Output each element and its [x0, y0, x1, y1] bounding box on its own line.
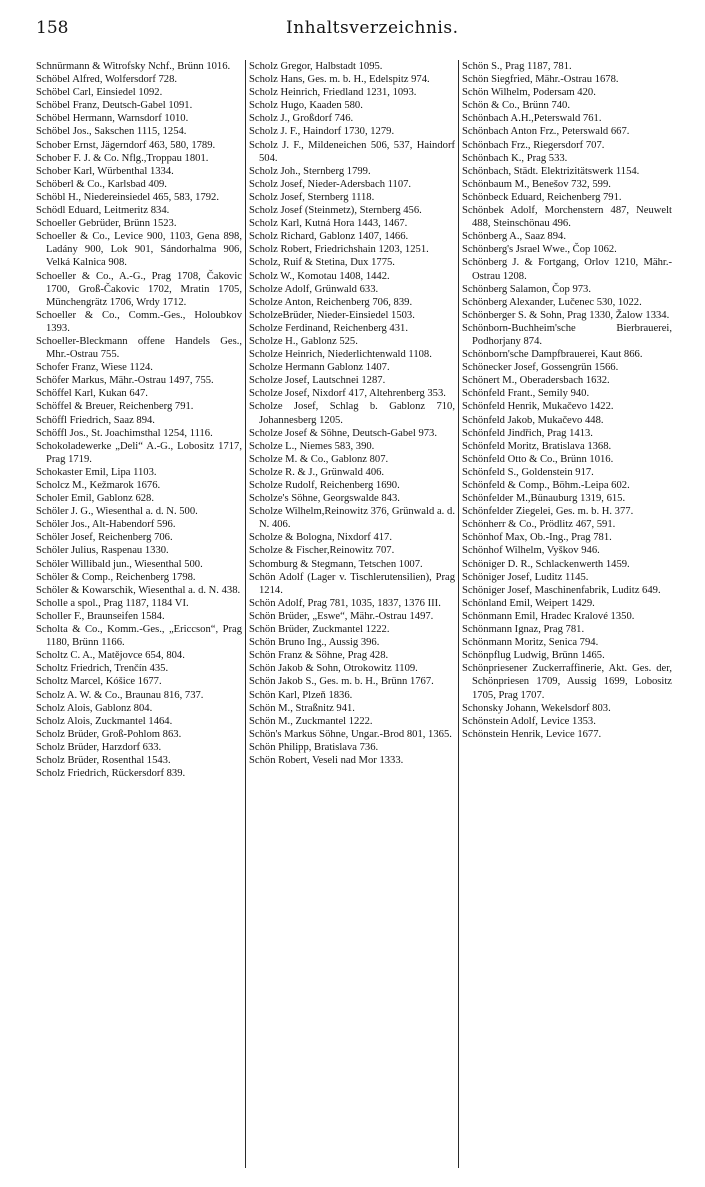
index-entry: Schöniger Josef, Luditz 1145. — [462, 571, 589, 583]
index-entry: Schön Jakob & Sohn, Otrokowitz 1109. — [249, 663, 418, 675]
index-entry: Scholze Wilhelm,Reinowitz 376, Grünwald a. d. N. 406. — [249, 506, 455, 531]
index-entry: Scholz Heinrich, Friedland 1231, 1093. — [249, 87, 417, 99]
index-entry: Schöler Willibald jun., Wiesenthal 500. — [36, 558, 203, 570]
index-entry: Scholtz Friedrich, Trenčín 435. — [36, 663, 169, 675]
index-entry: Scholtz Marcel, Kóšice 1677. — [36, 676, 162, 688]
index-entry: Scholze R. & J., Grünwald 406. — [249, 466, 385, 478]
index-entry: Schober Karl, Würbenthal 1334. — [36, 165, 174, 177]
index-entry: Scholz Richard, Gablonz 1407, 1466. — [249, 231, 409, 243]
index-entry: Scholta & Co., Komm.-Ges., „Ericcson“, Prag 1180, Brünn 1166. — [36, 624, 242, 649]
index-entry: Schönbach K., Prag 533. — [462, 152, 568, 164]
index-entry: Schönhof Max, Ob.-Ing., Prag 781. — [462, 532, 612, 544]
index-entry: Schönmann Emil, Hradec Kralové 1350. — [462, 610, 635, 622]
index-entry: Schön Bruno Ing., Aussig 396. — [249, 637, 380, 649]
index-entry: Schöler Julius, Raspenau 1330. — [36, 545, 169, 557]
index-entry: Schönberg Alexander, Lučenec 530, 1022. — [462, 296, 642, 308]
index-entry: Schön Jakob S., Ges. m. b. H., Brünn 1767. — [249, 676, 434, 688]
index-entry: Scholz Gregor, Halbstadt 1095. — [249, 61, 383, 72]
index-entry: Schönfelder M.,Bünauburg 1319, 615. — [462, 493, 626, 505]
page-header — [36, 18, 676, 44]
index-entry: Scholz Karl, Kutná Hora 1443, 1467. — [249, 218, 408, 230]
index-entry: Scholz Brüder, Groß-Pohlom 863. — [36, 728, 182, 740]
index-entry: Schönfeld & Comp., Böhm.-Leipa 602. — [462, 480, 630, 491]
index-entry: Scholz, Ruif & Stetina, Dux 1775. — [249, 257, 395, 269]
index-entry: Schön Brüder, Zuckmantel 1222. — [249, 624, 390, 636]
index-entry: Schön Robert, Veseli nad Mor 1333. — [249, 754, 404, 766]
index-entry: Schönmann Moritz, Senica 794. — [462, 637, 599, 649]
index-entry: Scholz J. F., Haindorf 1730, 1279. — [249, 126, 395, 138]
running-title: Inhaltsverzeichnis. — [286, 18, 459, 38]
index-entry: Schöfer Markus, Mähr.-Ostrau 1497, 755. — [36, 375, 214, 387]
index-entry: Schönbeck Eduard, Reichenberg 791. — [462, 191, 622, 203]
index-entry: Schöbl H., Niedereinsiedel 465, 583, 1792. — [36, 191, 220, 203]
index-entry: Schönberg A., Saaz 894. — [462, 231, 566, 243]
index-entry: Schonsky Johann, Wekelsdorf 803. — [462, 702, 611, 714]
index-entry: Scholz Robert, Friedrichshain 1203, 1251. — [249, 244, 429, 256]
index-entry: Schönfelder Ziegelei, Ges. m. b. H. 377. — [462, 506, 634, 518]
index-entry: Schön M., Straßnitz 941. — [249, 702, 355, 714]
index-entry: Schofer Franz, Wiese 1124. — [36, 362, 153, 374]
index-column-3 — [462, 60, 672, 1170]
page-number: 158 — [36, 18, 69, 38]
index-entry: Schokoladewerke „Deli“ A.-G., Lobositz 1717, Prag 1719. — [36, 440, 242, 465]
index-entry: Scholz W., Komotau 1408, 1442. — [249, 270, 390, 282]
index-entry: Schönherr & Co., Prödlitz 467, 591. — [462, 519, 616, 531]
index-entry: Schönmann Ignaz, Prag 781. — [462, 624, 585, 636]
index-entry: Scholze Josef, Nixdorf 417, Altehrenberg 353. — [249, 388, 446, 400]
index-entry: Scholler F., Braunseifen 1584. — [36, 610, 165, 622]
index-entry: Schöbel Alfred, Wolfersdorf 728. — [36, 74, 178, 86]
index-entry: Schönfeld S., Goldenstein 917. — [462, 466, 594, 478]
index-entry: Schönland Emil, Weipert 1429. — [462, 597, 595, 609]
index-entry: Scholze's Söhne, Georgswalde 843. — [249, 493, 400, 505]
index-entry: Scholz A. W. & Co., Braunau 816, 737. — [36, 689, 204, 701]
index-entry: Scholz J. F., Mildeneichen 506, 537, Haindorf 504. — [249, 139, 455, 164]
index-entry: ScholzeBrüder, Nieder-Einsiedel 1503. — [249, 309, 415, 321]
index-entry: Scholz Friedrich, Rückersdorf 839. — [36, 768, 186, 780]
index-entry: Schönbach A.H.,Peterswald 761. — [462, 113, 602, 125]
index-column-1 — [36, 60, 242, 1170]
index-entry: Schober Ernst, Jägerndorf 463, 580, 1789. — [36, 139, 216, 151]
index-entry: Schöbel Franz, Deutsch-Gabel 1091. — [36, 100, 193, 112]
index-entry: Scholze Adolf, Grünwald 633. — [249, 283, 379, 295]
index-entry: Scholz Hugo, Kaaden 580. — [249, 100, 363, 112]
index-column-2 — [249, 60, 455, 1170]
index-entry: Scholze Ferdinand, Reichenberg 431. — [249, 322, 408, 334]
index-entry: Schönhof Wilhelm, Vyškov 946. — [462, 545, 600, 557]
index-entry: Schöler & Kowarschik, Wiesenthal a. d. N. 438. — [36, 584, 241, 596]
index-entry: Schoeller-Bleckmann offene Handels Ges., Mhr.-Ostrau 755. — [36, 335, 242, 361]
index-entry: Schönberg's Jsrael Wwe., Čop 1062. — [462, 244, 617, 256]
index-entry: Schön Karl, Plzeň 1836. — [249, 689, 353, 701]
index-entry: Schöbel Jos., Sakschen 1115, 1254. — [36, 126, 187, 138]
index-entry: Schokaster Emil, Lipa 1103. — [36, 466, 157, 478]
index-entry: Scholze & Bologna, Nixdorf 417. — [249, 532, 392, 544]
index-entry: Schoeller Gebrüder, Brünn 1523. — [36, 218, 177, 230]
index-entry: Scholtz C. A., Matějovce 654, 804. — [36, 650, 185, 662]
index-entry: Scholze Hermann Gablonz 1407. — [249, 362, 390, 374]
index-entry: Schönfeld Frant., Semily 940. — [462, 388, 590, 400]
index-entry: Schönborn'sche Dampfbrauerei, Kaut 866. — [462, 349, 643, 361]
column-divider — [245, 60, 246, 1168]
index-entry: Schöniger D. R., Schlackenwerth 1459. — [462, 558, 630, 570]
index-entry: Schöniger Josef, Maschinenfabrik, Luditz 649. — [462, 584, 661, 596]
index-entry: Schön S., Prag 1187, 781. — [462, 61, 572, 72]
index-entry: Schönfeld Otto & Co., Brünn 1016. — [462, 453, 614, 465]
index-entry: Scholz Alois, Zuckmantel 1464. — [36, 715, 173, 727]
index-entry: Schöler Jos., Alt-Habendorf 596. — [36, 519, 176, 531]
index-entry: Schön's Markus Söhne, Ungar.-Brod 801, 1365. — [249, 728, 452, 740]
index-entry: Schoeller & Co., A.-G., Prag 1708, Čakovic 1700, Groß-Čakovic 1702, Mratin 1705, Münchengrätz 1706, Wrdy 1712. — [36, 270, 242, 308]
index-entry: Schönecker Josef, Gossengrün 1566. — [462, 362, 619, 374]
index-entry: Schönbach Anton Frz., Peterswald 667. — [462, 126, 630, 138]
index-columns — [36, 60, 680, 1170]
index-entry: Schönfeld Jindřich, Prag 1413. — [462, 427, 593, 439]
index-entry: Schoeller & Co., Levice 900, 1103, Gena 898, Ladány 900, Lok 901, Sándorhalma 906, Velká Kalnica 908. — [36, 231, 242, 269]
index-entry: Schöbel Hermann, Warnsdorf 1010. — [36, 113, 189, 125]
index-entry: Scholze Josef, Lautschnei 1287. — [249, 375, 386, 387]
index-entry: Scholze Rudolf, Reichenberg 1690. — [249, 480, 400, 491]
index-entry: Scholz Joh., Sternberg 1799. — [249, 165, 371, 177]
index-entry: Schöler Josef, Reichenberg 706. — [36, 532, 173, 544]
column-divider — [458, 60, 459, 1168]
index-entry: Schönstein Henrik, Levice 1677. — [462, 728, 602, 740]
index-entry: Scholze H., Gablonz 525. — [249, 335, 358, 347]
index-entry: Schön Philipp, Bratislava 736. — [249, 741, 379, 753]
index-entry: Scholz Alois, Gablonz 804. — [36, 702, 153, 714]
index-entry: Schöbel Carl, Einsiedel 1092. — [36, 87, 163, 99]
index-entry: Schöler & Comp., Reichenberg 1798. — [36, 571, 196, 583]
index-entry: Scholze Heinrich, Niederlichtenwald 1108. — [249, 349, 432, 361]
index-entry: Schönpflug Ludwig, Brünn 1465. — [462, 650, 605, 662]
index-entry: Scholz Josef (Steinmetz), Sternberg 456. — [249, 205, 422, 217]
index-entry: Schön Adolf (Lager v. Tischlerutensilien), Prag 1214. — [249, 571, 455, 596]
index-entry: Schöffel Karl, Kukan 647. — [36, 388, 148, 400]
index-entry: Schnürmann & Witrofsky Nchf., Brünn 1016. — [36, 61, 231, 72]
index-entry: Scholz Josef, Nieder-Adersbach 1107. — [249, 178, 412, 190]
index-entry: Schönbaum M., Benešov 732, 599. — [462, 178, 611, 190]
index-entry: Schönert M., Oberadersbach 1632. — [462, 375, 610, 387]
index-entry: Schöffel & Breuer, Reichenberg 791. — [36, 401, 194, 413]
index-entry: Schön Adolf, Prag 781, 1035, 1837, 1376 III. — [249, 597, 441, 609]
index-entry: Scholze & Fischer,Reinowitz 707. — [249, 545, 395, 557]
index-entry: Scholze Anton, Reichenberg 706, 839. — [249, 296, 413, 308]
index-entry: Schönbach Frz., Riegersdorf 707. — [462, 139, 605, 151]
index-entry: Scholz Hans, Ges. m. b. H., Edelspitz 974. — [249, 74, 430, 86]
index-entry: Schönfeld Henrik, Mukačevo 1422. — [462, 401, 614, 413]
index-entry: Schön M., Zuckmantel 1222. — [249, 715, 373, 727]
index-entry: Scholle a spol., Prag 1187, 1184 VI. — [36, 597, 189, 609]
index-entry: Scholz Josef, Sternberg 1118. — [249, 191, 375, 203]
index-entry: Schön & Co., Brünn 740. — [462, 100, 571, 112]
index-entry: Scholcz M., Kežmarok 1676. — [36, 480, 161, 491]
index-entry: Schönbach, Städt. Elektrizitätswerk 1154. — [462, 165, 640, 177]
index-entry: Schönborn-Buchheim'sche Bierbrauerei, Podhorjany 874. — [462, 322, 672, 347]
index-entry: Schoeller & Co., Comm.-Ges., Holoubkov 1393. — [36, 309, 242, 334]
index-entry: Scholze Josef & Söhne, Deutsch-Gabel 973. — [249, 427, 437, 439]
index-entry: Scholz Brüder, Rosenthal 1543. — [36, 754, 171, 766]
index-entry: Schönfeld Jakob, Mukačevo 448. — [462, 414, 604, 426]
index-entry: Schöler J. G., Wiesenthal a. d. N. 500. — [36, 506, 198, 518]
index-entry: Schönberger S. & Sohn, Prag 1330, Žalow 1334. — [462, 309, 670, 321]
index-entry: Schönpriesener Zuckerraffinerie, Akt. Ges. der, Schönpriesen 1709, Aussig 1699, Lobositz 1705, Prag 1707. — [462, 663, 672, 701]
index-entry: Schober F. J. & Co. Nflg.,Troppau 1801. — [36, 152, 209, 164]
index-entry: Schön Siegfried, Mähr.-Ostrau 1678. — [462, 74, 619, 86]
index-entry: Schönstein Adolf, Levice 1353. — [462, 715, 596, 727]
index-entry: Schomburg & Stegmann, Tetschen 1007. — [249, 558, 423, 570]
index-entry: Schön Brüder, „Eswe“, Mähr.-Ostrau 1497. — [249, 610, 434, 622]
index-entry: Schöffl Jos., St. Joachimsthal 1254, 1116. — [36, 427, 213, 439]
index-entry: Scholze M. & Co., Gablonz 807. — [249, 453, 389, 465]
index-entry: Schödl Eduard, Leitmeritz 834. — [36, 205, 170, 217]
index-entry: Schönfeld Moritz, Bratislava 1368. — [462, 440, 612, 452]
index-entry: Scholer Emil, Gablonz 628. — [36, 493, 154, 505]
index-entry: Schönbek Adolf, Morchenstern 487, Neuwelt 488, Steinschönau 496. — [462, 205, 672, 230]
index-entry: Scholze L., Niemes 583, 390. — [249, 440, 375, 452]
index-entry: Scholz Brüder, Harzdorf 633. — [36, 741, 162, 753]
index-entry: Schöberl & Co., Karlsbad 409. — [36, 178, 167, 190]
index-entry: Schöffl Friedrich, Saaz 894. — [36, 414, 155, 426]
index-entry: Schönberg Salamon, Čop 973. — [462, 283, 591, 295]
index-entry: Scholze Josef, Schlag b. Gablonz 710, Johannesberg 1205. — [249, 401, 455, 426]
index-entry: Schön Wilhelm, Podersam 420. — [462, 87, 596, 99]
index-entry: Scholz J., Großdorf 746. — [249, 113, 354, 125]
index-entry: Schön Franz & Söhne, Prag 428. — [249, 650, 389, 662]
index-entry: Schönberg J. & Fortgang, Orlov 1210, Mähr.-Ostrau 1208. — [462, 257, 672, 282]
